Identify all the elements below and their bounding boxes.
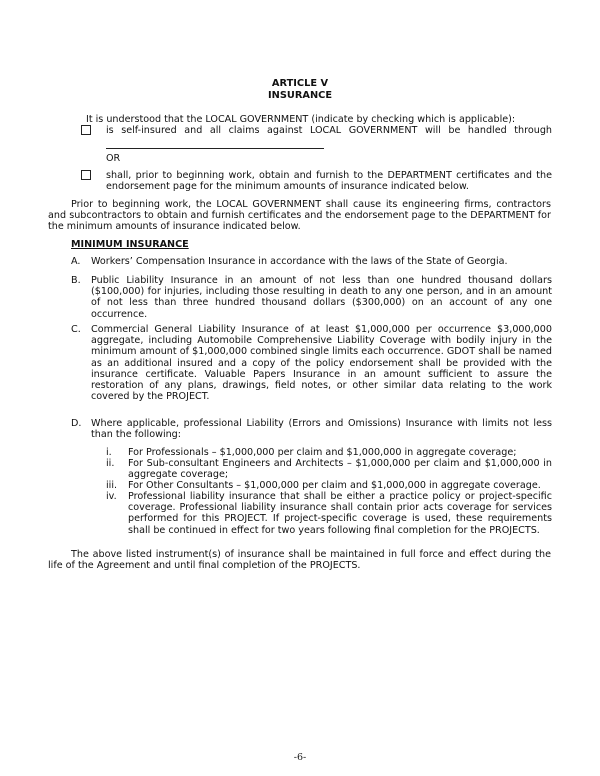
option1-text: is self-insured and all claims against LOCAL GOVERNMENT will be handled through <box>106 125 552 136</box>
obtain-insurance-checkbox[interactable] <box>81 170 91 180</box>
intro-text: It is understood that the LOCAL GOVERNMENT (indicate by checking which is applicable): <box>86 114 516 125</box>
item-b-letter: B. <box>71 275 81 286</box>
article-subtitle: INSURANCE <box>267 90 333 101</box>
sub-item-i-numeral: i. <box>106 447 112 458</box>
sub-item-i-text: For Professionals – $1,000,000 per claim and $1,000,000 in aggregate coverage; <box>128 447 517 458</box>
page-number: -6- <box>293 752 307 763</box>
sub-item-iii-numeral: iii. <box>106 480 118 491</box>
self-insured-checkbox[interactable] <box>81 125 91 135</box>
sub-item-ii-text: For Sub-consultant Engineers and Architects – $1,000,000 per claim and $1,000,000 in aggregate coverage; <box>128 458 552 481</box>
sub-item-iv-text: Professional liability insurance that shall be either a practice policy or project-specific coverage. Professional liability insurance shall contain prior acts coverage for services performed for this PROJECT. If project-specific coverage is used, these requirements shall be continued in effect for two years following final completion for the PROJECTS. <box>128 491 552 536</box>
article-title: ARTICLE V <box>271 78 329 89</box>
sub-item-iv-numeral: iv. <box>106 491 117 502</box>
sub-item-ii-numeral: ii. <box>106 458 115 469</box>
blank-line[interactable] <box>106 148 324 149</box>
minimum-insurance-heading: MINIMUM INSURANCE <box>71 239 189 250</box>
item-c-text: Commercial General Liability Insurance of at least $1,000,000 per occurrence $3,000,000 aggregate, including Automobile Comprehensive Liability Coverage with bodily injury in the minimum amount of $1,000,000 combined single limits each occurrence. GDOT shall be named as an additional insured and a copy of the policy endorsement shall be provided with the insurance certificate. Valuable Papers Insurance in an amount sufficient to assure the restoration of any plans, drawings, field notes, or other similar data relating to the work covered by the PROJECT. <box>91 324 552 403</box>
item-d-text: Where applicable, professional Liability (Errors and Omissions) Insurance with limits not less than the following: <box>91 418 552 441</box>
option2-text: shall, prior to beginning work, obtain and furnish to the DEPARTMENT certificates and the endorsement page for the minimum amounts of insurance indicated below. <box>106 170 552 193</box>
item-a-text: Workers’ Compensation Insurance in accordance with the laws of the State of Georgia. <box>91 256 508 267</box>
item-d-letter: D. <box>71 418 82 429</box>
item-c-letter: C. <box>71 324 81 335</box>
prior-paragraph: Prior to beginning work, the LOCAL GOVERNMENT shall cause its engineering firms, contractors and subcontractors to obtain and furnish certificates and the endorsement page to the DEPARTMENT for the minimum amounts of insurance indicated below. <box>48 199 551 233</box>
item-a-letter: A. <box>71 256 81 267</box>
sub-item-iii-text: For Other Consultants – $1,000,000 per claim and $1,000,000 in aggregate coverage. <box>128 480 541 491</box>
closing-paragraph: The above listed instrument(s) of insurance shall be maintained in full force and effect during the life of the Agreement and until final completion of the PROJECTS. <box>48 549 551 572</box>
item-b-text: Public Liability Insurance in an amount of not less than one hundred thousand dollars ($100,000) for injuries, including those resulting in death to any one person, and in an amount of not less than three hundred thousand dollars ($300,000) on an account of any one occurrence. <box>91 275 552 320</box>
or-label: OR <box>106 153 121 164</box>
